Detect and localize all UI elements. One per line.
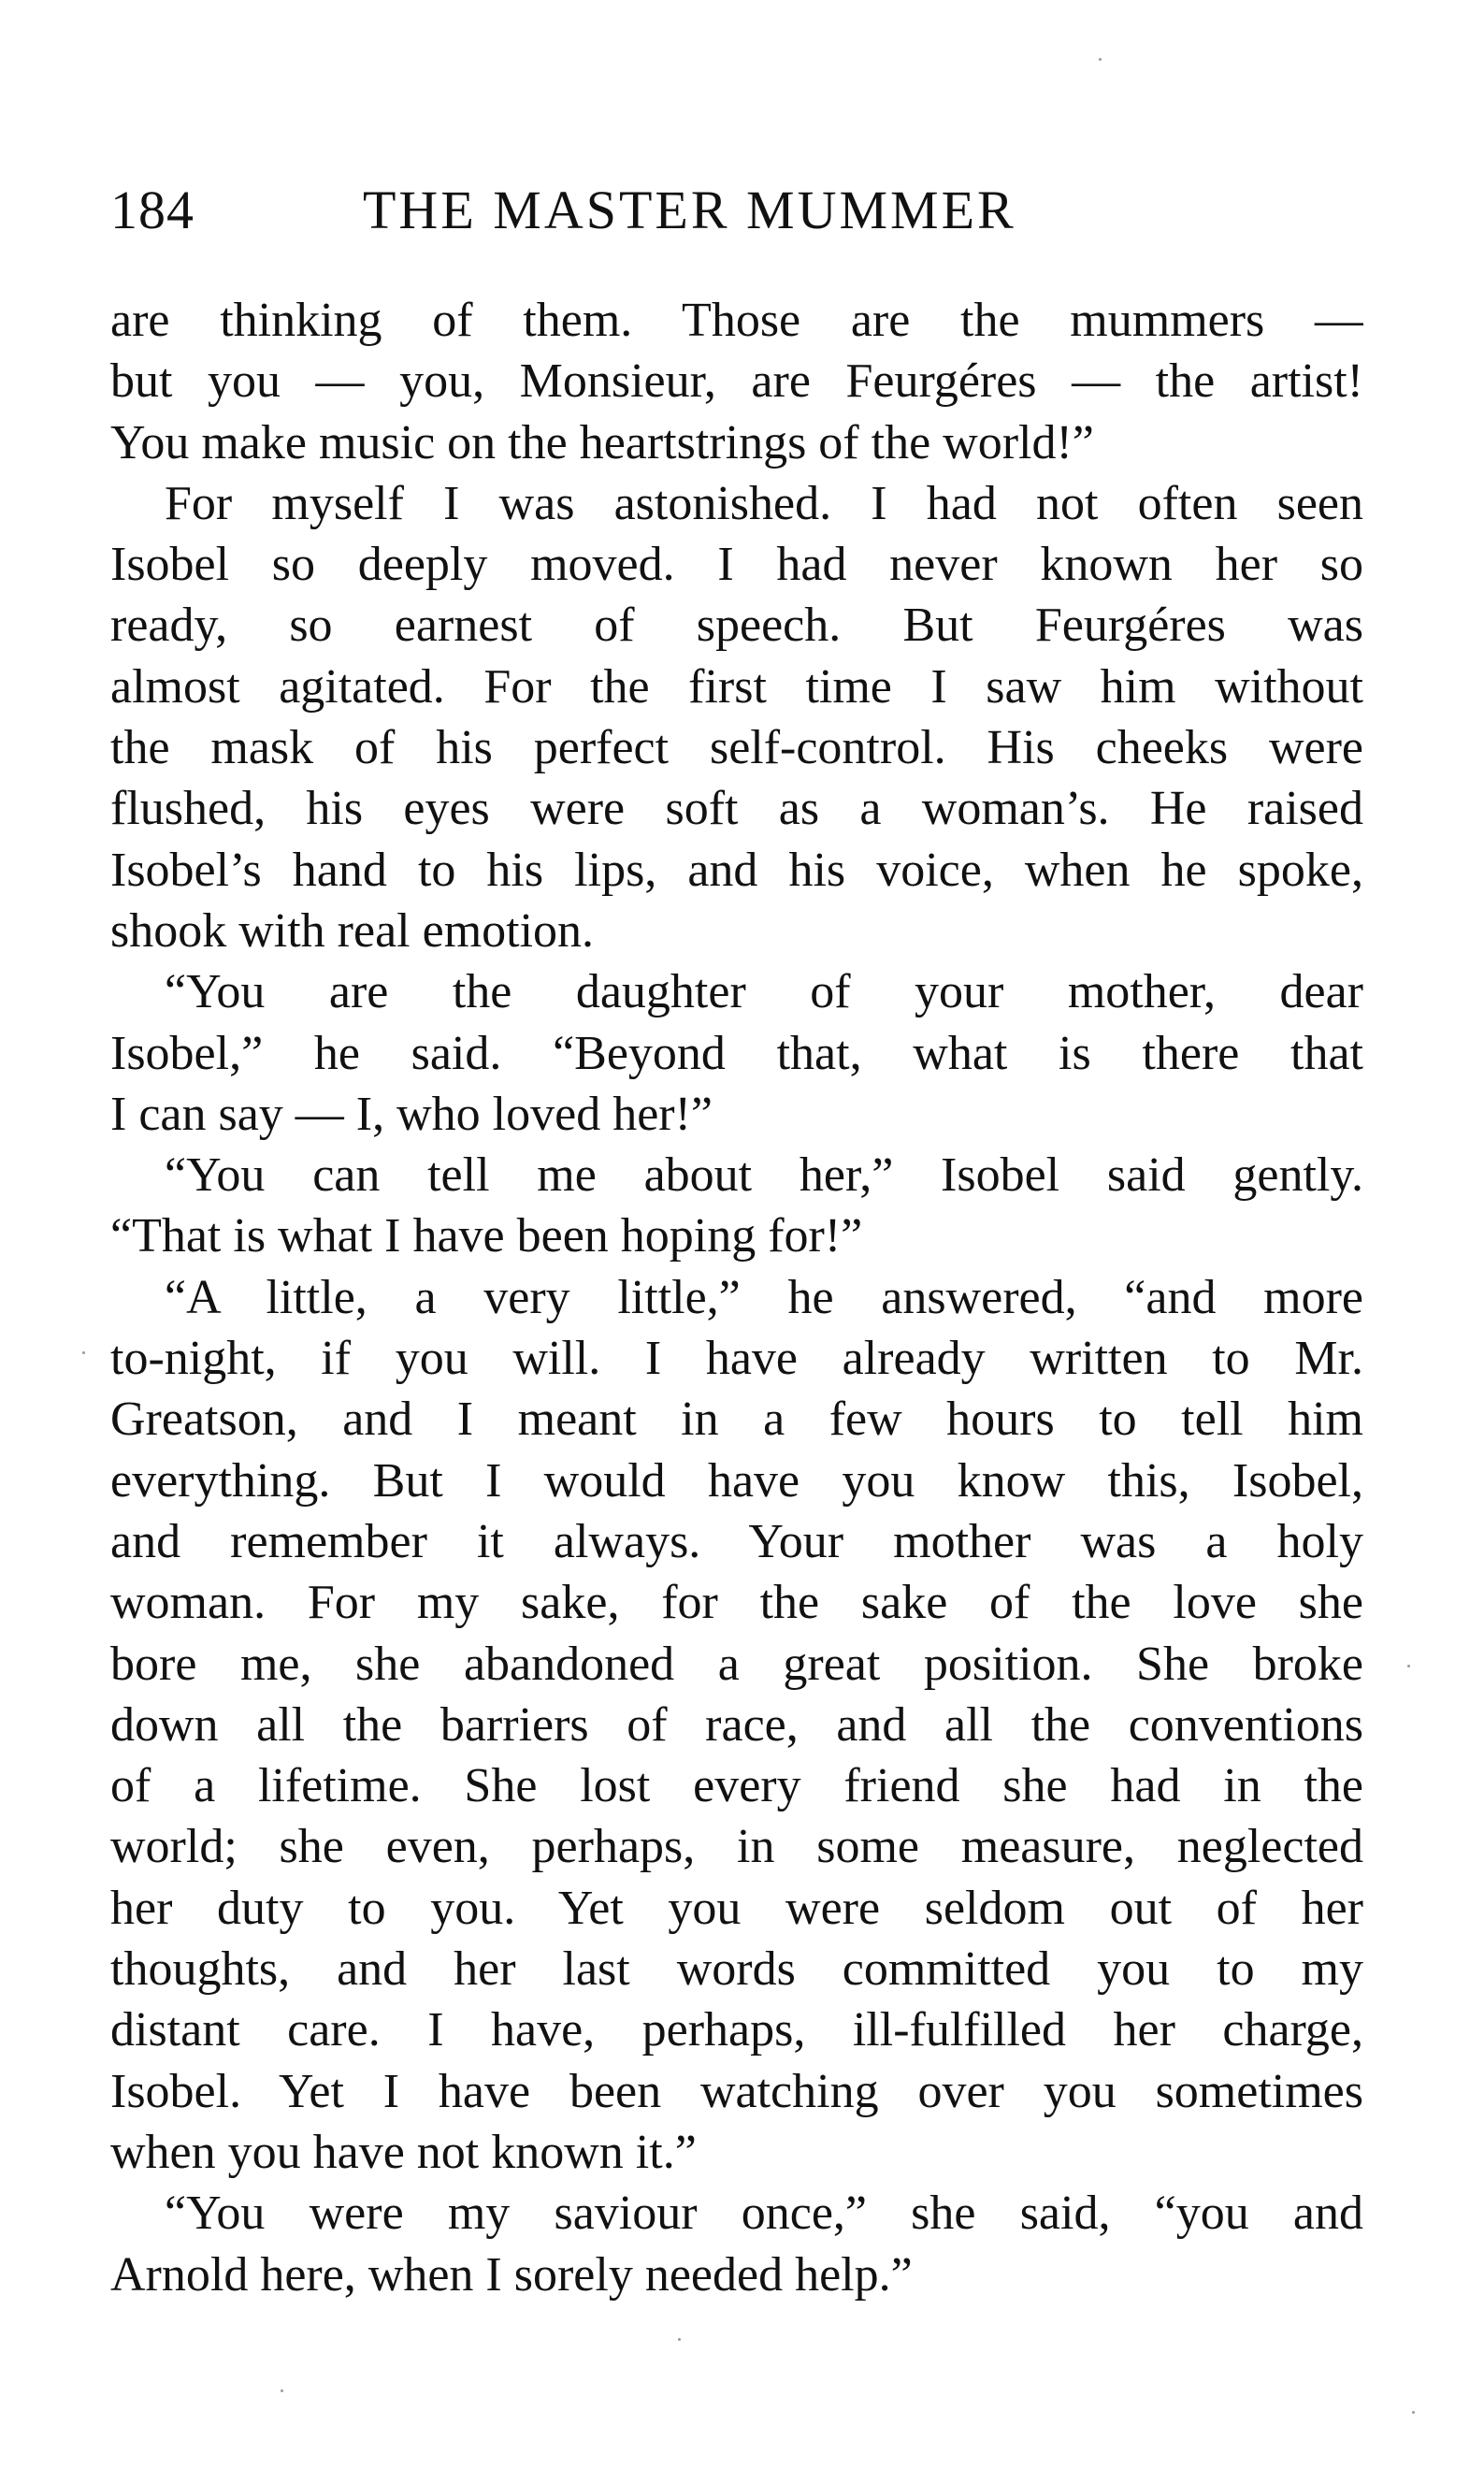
- text-line: when you have not known it.”: [110, 2125, 697, 2179]
- text-line: the mask of his perfect self-control. His cheeks were: [110, 721, 1363, 775]
- text-line: flushed, his eyes were soft as a woman’s. He raised: [110, 782, 1363, 836]
- paragraph-first-line: “You can tell me about her,” Isobel said gently.: [165, 1148, 1363, 1203]
- text-line: Greatson, and I meant in a few hours to tell him: [110, 1393, 1363, 1447]
- text-line: her duty to you. Yet you were seldom out of her: [110, 1881, 1363, 1935]
- text-line: I can say — I, who loved her!”: [110, 1087, 713, 1141]
- text-line: woman. For my sake, for the sake of the love she: [110, 1576, 1363, 1630]
- text-line: of a lifetime. She lost every friend she had in the: [110, 1759, 1363, 1813]
- text-line: bore me, she abandoned a great position. She broke: [110, 1637, 1363, 1691]
- paragraph-first-line: For myself I was astonished. I had not often seen: [165, 476, 1363, 530]
- scan-speck: [82, 1351, 85, 1354]
- text-line: Isobel’s hand to his lips, and his voice, when he spoke,: [110, 843, 1363, 897]
- paragraph-first-line: “A little, a very little,” he answered, “and more: [165, 1270, 1363, 1324]
- text-line: You make music on the heartstrings of the world!”: [110, 415, 1094, 469]
- text-line: Isobel. Yet I have been watching over you sometimes: [110, 2064, 1363, 2118]
- text-line: world; she even, perhaps, in some measure, neglected: [110, 1820, 1363, 1874]
- text-line: thoughts, and her last words committed you to my: [110, 1942, 1363, 1997]
- scan-speck: [678, 2338, 681, 2341]
- text-line: distant care. I have, perhaps, ill-fulfilled her charge,: [110, 2003, 1363, 2057]
- body-text: [110, 290, 1363, 2305]
- text-line: and remember it always. Your mother was a holy: [110, 1514, 1363, 1568]
- page-number: 184: [110, 180, 195, 240]
- running-title: THE MASTER MUMMER: [363, 180, 1016, 240]
- text-line: shook with real emotion.: [110, 903, 595, 958]
- text-line: almost agitated. For the first time I saw him without: [110, 659, 1363, 714]
- text-line: Isobel,” he said. “Beyond that, what is there that: [110, 1026, 1363, 1080]
- text-line: to-night, if you will. I have already written to Mr.: [110, 1332, 1363, 1386]
- scan-speck: [1099, 58, 1102, 61]
- scan-speck: [281, 2389, 283, 2392]
- text-line: down all the barriers of race, and all the conventions: [110, 1697, 1363, 1752]
- paragraph-first-line: “You are the daughter of your mother, dear: [165, 965, 1363, 1019]
- text-line: ready, so earnest of speech. But Feurgéres was: [110, 599, 1363, 653]
- text-line: Arnold here, when I sorely needed help.”: [110, 2247, 913, 2302]
- scan-speck: [1412, 2411, 1415, 2414]
- text-line: Isobel so deeply moved. I had never known her so: [110, 538, 1363, 592]
- text-line: but you — you, Monsieur, are Feurgéres — the artist!: [110, 354, 1363, 409]
- paragraph-first-line: “You were my saviour once,” she said, “you and: [165, 2187, 1363, 2241]
- scan-speck: [1407, 1665, 1410, 1667]
- text-line: everything. But I would have you know this, Isobel,: [110, 1453, 1363, 1508]
- text-line: are thinking of them. Those are the mummers —: [110, 294, 1363, 347]
- running-head: [110, 168, 1363, 253]
- text-line: “That is what I have been hoping for!”: [110, 1209, 863, 1263]
